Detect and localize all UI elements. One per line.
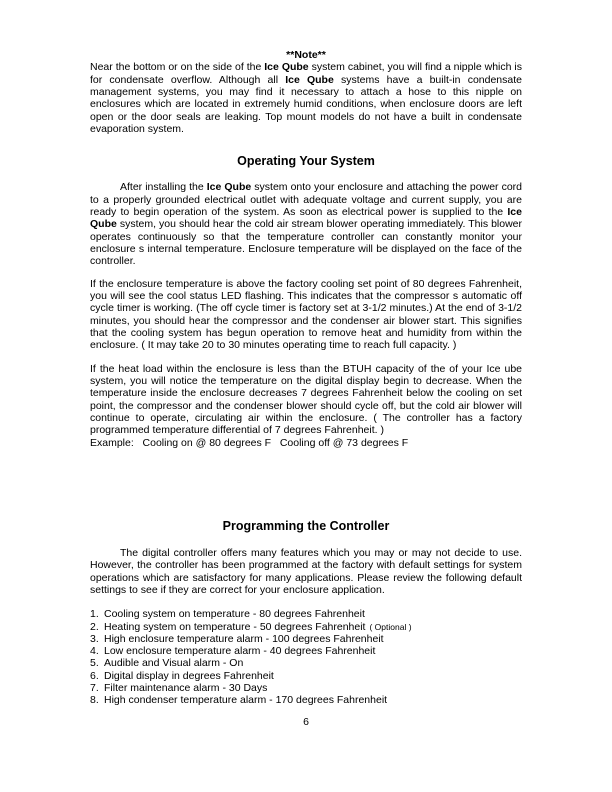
list-item-text: Digital display in degrees Fahrenheit	[104, 669, 274, 682]
list-item-text: High condenser temperature alarm - 170 degrees Fahrenheit	[104, 694, 388, 707]
list-item-number: 4.	[90, 645, 99, 658]
list-item	[90, 645, 522, 657]
paragraph-operating-2: If the enclosure temperature is above the factory cooling set point of 80 degrees Fahrenheit, you will see the cool status LED flashing. This indicates that the compressor s automatic off cycle timer is working. (The off cycle timer is factory set at 3-1/2 minutes.) At the end of 3-1/2 minutes, you should hear the compressor and the condenser air blower start. This signifies that the cooling system has begun operation to remove heat and humidity from within the enclosure. ( It may take 20 to 30 minutes operating time to reach full capacity. )	[90, 277, 522, 352]
paragraph-programming-1: The digital controller offers many features which you may or may not decide to use. However, the controller has been programmed at the factory with default settings for system operations which are satisfactory for many applications. Please review the following default settings to see if they are correct for your enclosure application.	[90, 546, 522, 596]
example-line: Example: Cooling on @ 80 degrees F Cooling off @ 73 degrees F	[90, 436, 409, 449]
list-item	[90, 621, 522, 633]
list-item	[90, 670, 522, 682]
list-item-number: 8.	[90, 694, 99, 707]
list-item-text: High enclosure temperature alarm - 100 degrees Fahrenheit	[104, 632, 384, 645]
list-item	[90, 694, 522, 706]
list-item-text: Cooling system on temperature - 80 degrees Fahrenheit	[104, 608, 365, 621]
list-item	[90, 633, 522, 645]
paragraph-operating-3: If the heat load within the enclosure is less than the BTUH capacity of the of your Ice ube system, you will notice the temperature on the digital display begin to decrease. When the temperature inside the enclosure decreases 7 degrees Fahrenheit below the cooling on set point, the compressor and the condenser blower should cycle off, but the cold air blower will continue to operate, circulating air within the enclosure. ( The controller has a factory programmed temperature differential of 7 degrees Fahrenheit. )	[90, 362, 522, 437]
list-item-suffix: ( Optional )	[369, 621, 412, 632]
list-item	[90, 608, 522, 620]
list-item-number: 3.	[90, 632, 99, 645]
list-item-number: 6.	[90, 669, 99, 682]
list-item-number: 7.	[90, 682, 99, 695]
list-item	[90, 657, 522, 669]
list-item	[90, 682, 522, 694]
note-paragraph: Near the bottom or on the side of the Ice Qube system cabinet, you will find a nipple which is for condensate overflow. Although all Ice Qube systems have a built-in condensate management systems, you may find it necessary to attach a hose to this nipple on enclosures which are located in extremely humid conditions, when enclosure doors are left open or the door seals are leaking. Top mount models do not have a built in condensate evaporation system.	[90, 61, 522, 135]
list-item-text: Low enclosure temperature alarm - 40 degrees Fahrenheit	[104, 645, 376, 658]
default-settings-list	[90, 608, 522, 707]
note-title: **Note**	[286, 49, 326, 61]
list-item-number: 1.	[90, 608, 99, 621]
list-item-text: Audible and Visual alarm - On	[104, 657, 244, 670]
list-item-text: Filter maintenance alarm - 30 Days	[104, 682, 268, 695]
paragraph-operating-1: After installing the Ice Qube system onto your enclosure and attaching the power cord to a properly grounded electrical outlet with adequate voltage and current supply, you are ready to begin operation of the system. As soon as electrical power is supplied to the Ice Qube system, you should hear the cold air stream blower operating immediately. This blower operates continuously so that the temperature controller can constantly monitor your enclosure s internal temperature. Enclosure temperature will be displayed on the face of the controller.	[90, 181, 522, 268]
list-item-text: Heating system on temperature - 50 degrees Fahrenheit	[104, 620, 366, 633]
list-item-number: 5.	[90, 657, 99, 670]
list-item-number: 2.	[90, 620, 99, 633]
section-heading-programming: Programming the Controller	[222, 518, 390, 533]
page-number: 6	[303, 715, 309, 728]
section-heading-operating: Operating Your System	[237, 154, 375, 169]
